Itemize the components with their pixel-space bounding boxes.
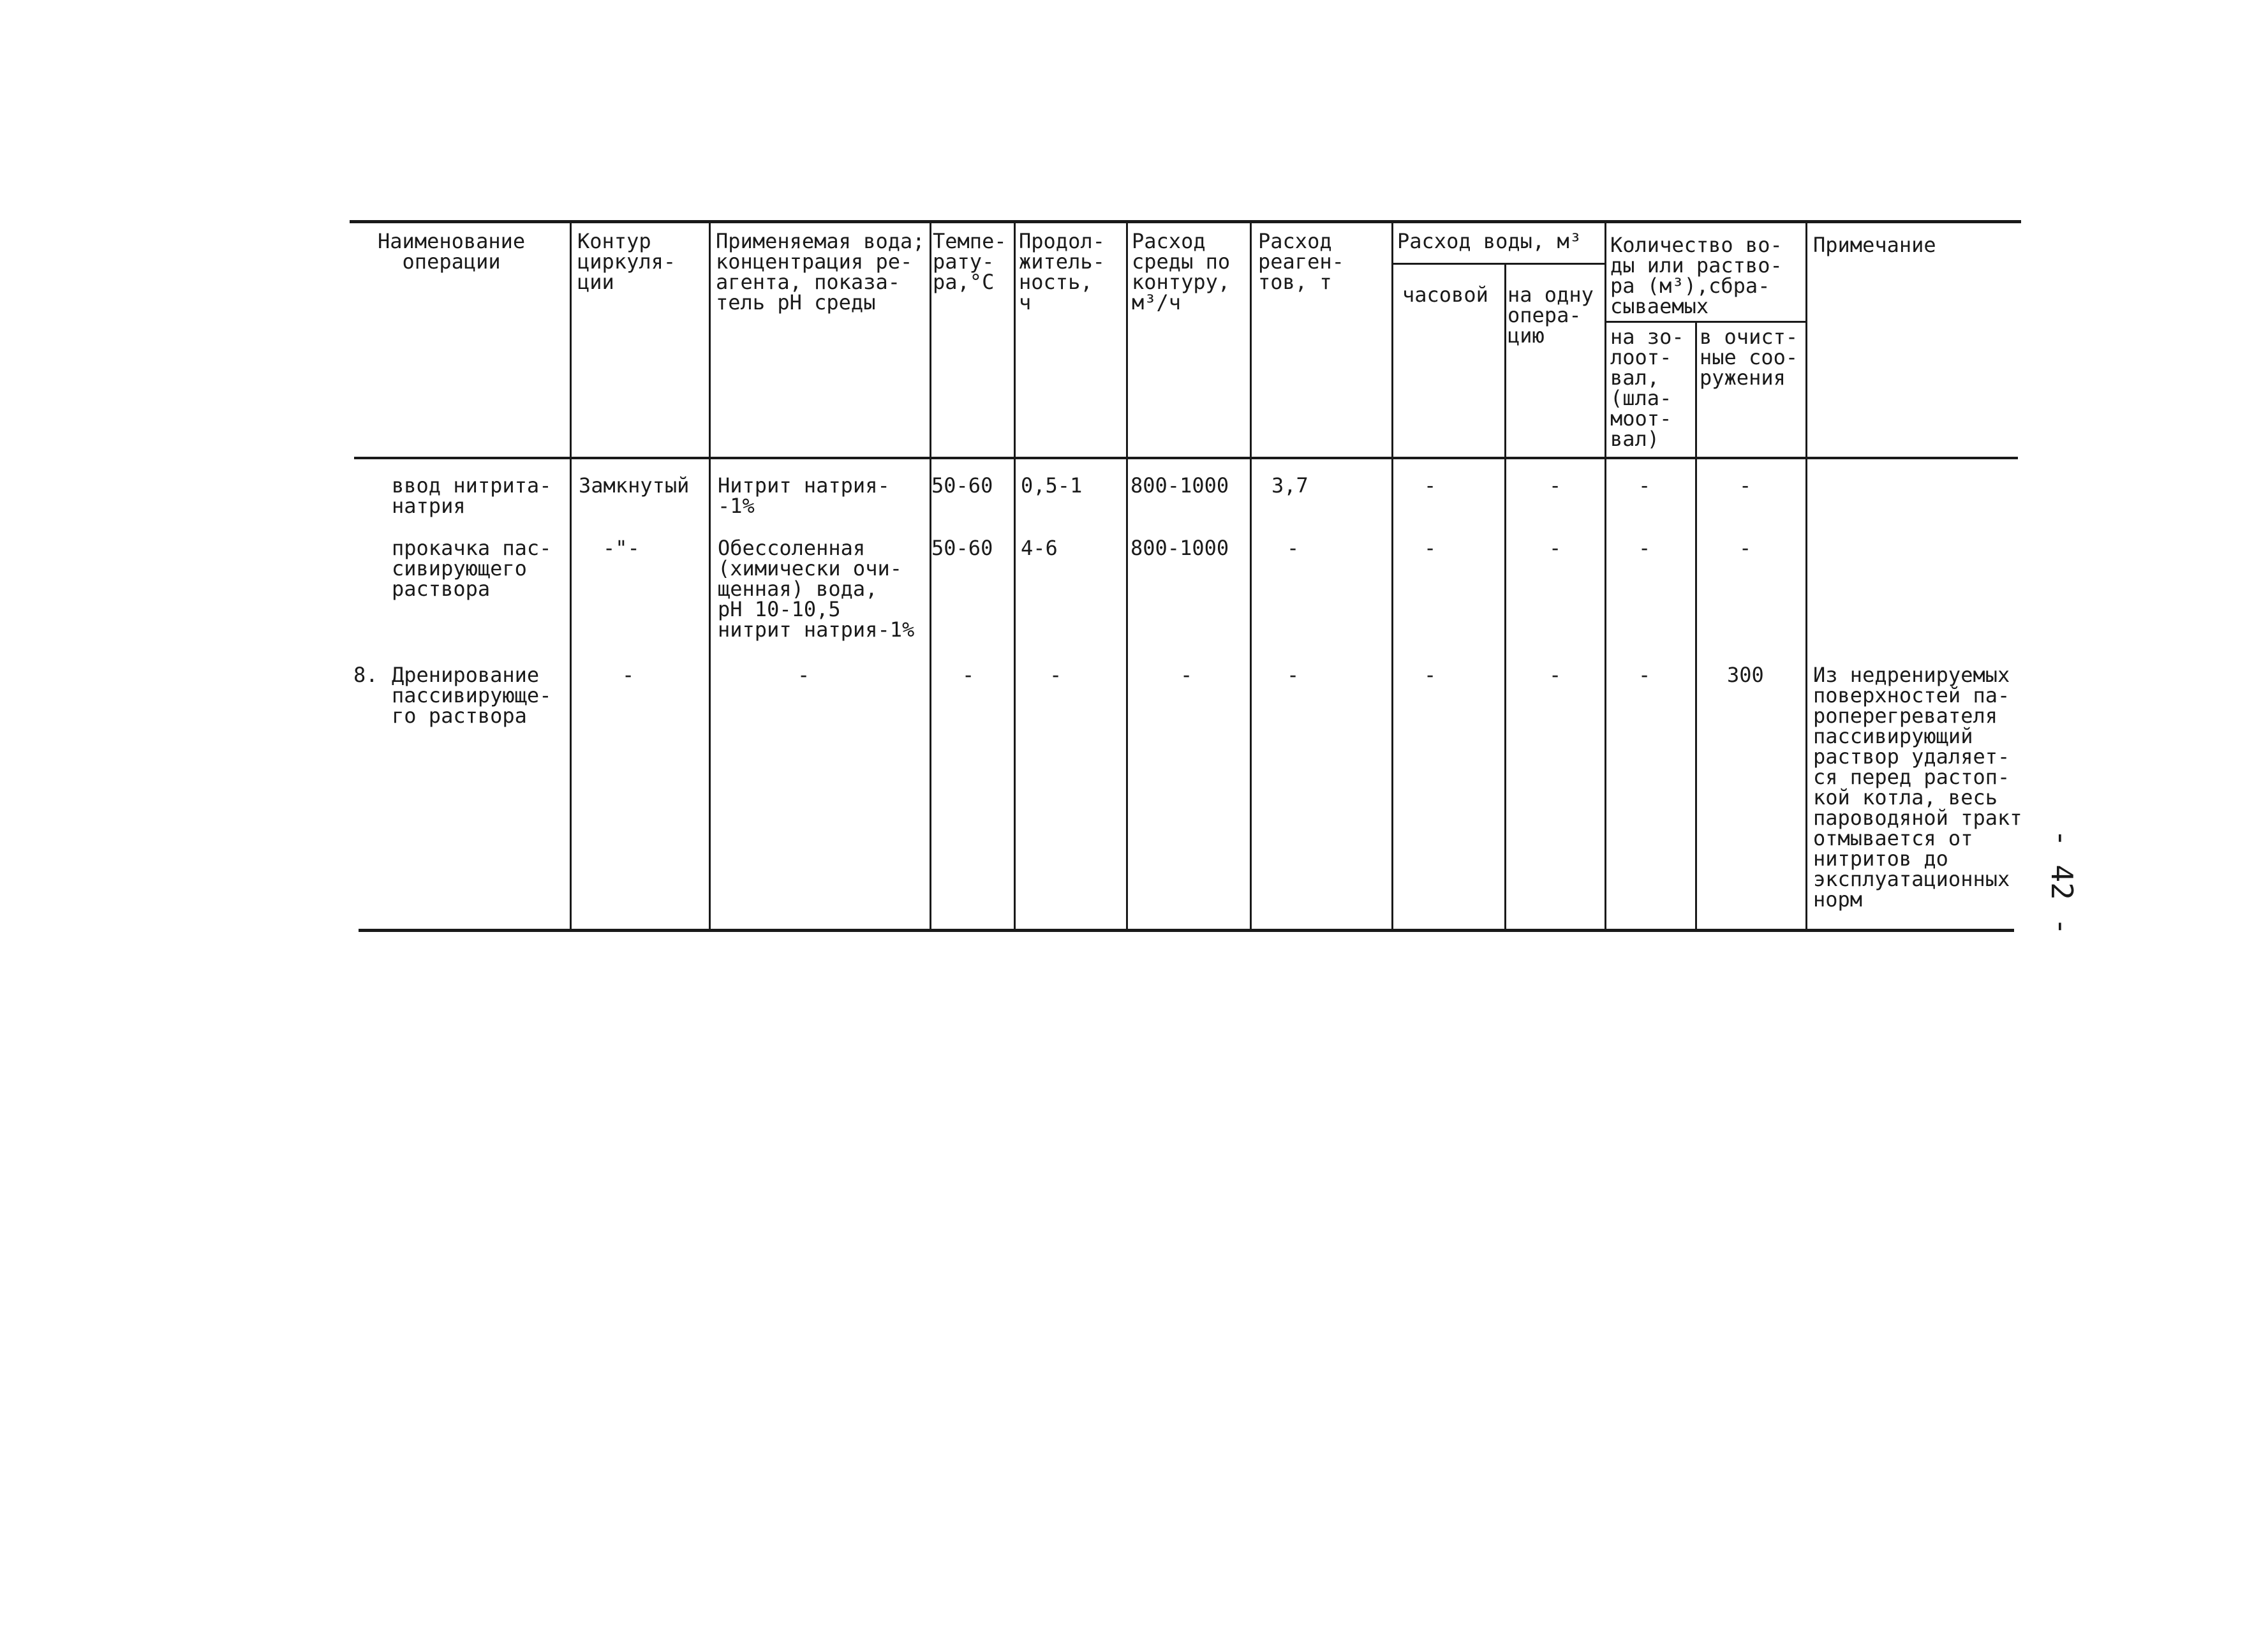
column-divider bbox=[570, 223, 572, 929]
page-number: - 42 - bbox=[2045, 829, 2079, 936]
header-reagent-consumption: Расход реаген- тов, т bbox=[1258, 229, 1344, 294]
header-circuit: Контур циркуля- ции bbox=[577, 229, 676, 294]
discharge-subheader-rule bbox=[1606, 321, 1807, 323]
water-subheader-rule bbox=[1393, 263, 1606, 265]
header-note: Примечание bbox=[1813, 233, 1936, 257]
row-flow-rate: - bbox=[1180, 663, 1193, 687]
row-water-per-operation: - bbox=[1549, 663, 1562, 687]
header-water-consumption: Расход воды, м³ bbox=[1397, 229, 1582, 253]
row-temperature: 50-60 bbox=[931, 473, 993, 498]
table-top-rule bbox=[350, 220, 2021, 223]
row-medium: - bbox=[797, 663, 810, 687]
header-operation: Наименование операции bbox=[378, 229, 526, 274]
row-medium: Обессоленная (химически очи- щенная) вода, pH 10-10,5 нитрит натрия-1% bbox=[718, 536, 915, 642]
row-reagent: - bbox=[1287, 536, 1300, 560]
row-number: 8. bbox=[353, 663, 378, 687]
column-divider bbox=[930, 223, 931, 929]
row-operation: ввод нитрита- натрия bbox=[392, 473, 552, 518]
row-duration: 0,5-1 bbox=[1021, 473, 1083, 498]
row-water-hourly: - bbox=[1424, 536, 1437, 560]
row-flow-rate: 800-1000 bbox=[1130, 473, 1229, 498]
row-circuit: Замкнутый bbox=[579, 473, 690, 498]
column-divider bbox=[1250, 223, 1252, 929]
row-discharge-ash: - bbox=[1638, 663, 1651, 687]
row-duration: 4-6 bbox=[1021, 536, 1058, 560]
header-bottom-rule bbox=[354, 457, 2018, 459]
column-divider bbox=[709, 223, 711, 929]
row-discharge-ash: - bbox=[1638, 473, 1651, 498]
column-divider bbox=[1805, 223, 1807, 929]
row-duration: - bbox=[1049, 663, 1062, 687]
column-divider bbox=[1126, 223, 1128, 929]
header-temperature: Темпе- рату- ра,°C bbox=[933, 229, 1007, 294]
row-temperature: 50-60 bbox=[931, 536, 993, 560]
header-medium: Применяемая вода; концентрация ре- агента, показа- тель pH среды bbox=[716, 229, 925, 314]
row-reagent: - bbox=[1287, 663, 1300, 687]
column-divider bbox=[1014, 223, 1016, 929]
row-discharge-treatment: 300 bbox=[1727, 663, 1764, 687]
row-temperature: - bbox=[962, 663, 975, 687]
row-operation: Дренирование пассивирующе- го раствора bbox=[392, 663, 552, 728]
row-water-hourly: - bbox=[1424, 473, 1437, 498]
row-water-hourly: - bbox=[1424, 663, 1437, 687]
column-divider bbox=[1695, 322, 1697, 929]
row-discharge-treatment: - bbox=[1739, 473, 1752, 498]
row-circuit: - bbox=[622, 663, 635, 687]
row-water-per-operation: - bbox=[1549, 473, 1562, 498]
column-divider bbox=[1605, 223, 1606, 929]
header-duration: Продол- житель- ность, ч bbox=[1019, 229, 1105, 314]
row-circuit: -"- bbox=[603, 536, 640, 560]
table-bottom-rule bbox=[359, 929, 2014, 932]
column-divider bbox=[1391, 223, 1393, 929]
row-medium: Нитрит натрия- -1% bbox=[718, 473, 890, 518]
header-discharge-treatment: в очист- ные соо- ружения bbox=[1700, 325, 1798, 390]
column-divider bbox=[1504, 263, 1506, 929]
header-discharge: Количество во- ды или раство- ра (м³),сбра- сываемых bbox=[1610, 233, 1783, 318]
row-flow-rate: 800-1000 bbox=[1130, 536, 1229, 560]
row-reagent: 3,7 bbox=[1271, 473, 1308, 498]
row-water-per-operation: - bbox=[1549, 536, 1562, 560]
header-water-hourly: часовой bbox=[1402, 283, 1488, 307]
row-note: Из недренируемых поверхностей па- роперегревателя пассивирующий раствор удаляет- ся перед растоп- кой котла, весь пароводяной тракт отмывается от нитритов до эксплуатационных норм bbox=[1813, 663, 2022, 912]
row-operation: прокачка пас- сивирующего раствора bbox=[392, 536, 552, 601]
header-discharge-ash: на зо- лоот- вал, (шла- моот- вал) bbox=[1610, 325, 1684, 451]
header-water-per-operation: на одну опера- цию bbox=[1508, 283, 1594, 348]
row-discharge-ash: - bbox=[1638, 536, 1651, 560]
header-flow-rate: Расход среды по контуру, м³/ч bbox=[1132, 229, 1231, 314]
row-discharge-treatment: - bbox=[1739, 536, 1752, 560]
